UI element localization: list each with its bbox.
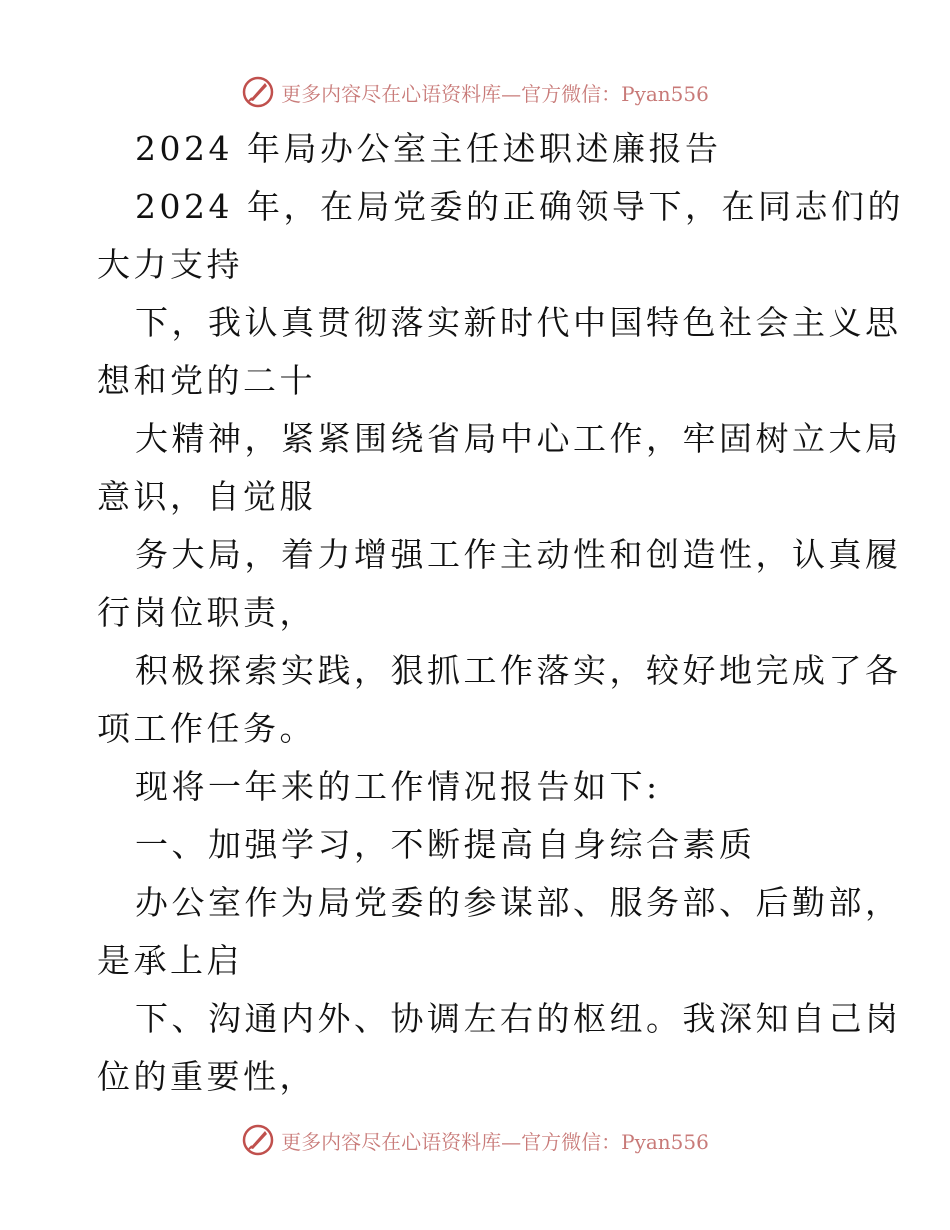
feather-pen-logo-icon: [241, 1123, 275, 1157]
paragraph-line: 位的重要性，: [97, 1057, 316, 1096]
paragraph-line: 办公室作为局党委的参谋部、服务部、后勤部，: [135, 883, 902, 922]
paragraph-line: 想和党的二十: [97, 361, 316, 400]
paragraph-line: 现将一年来的工作情况报告如下:: [135, 767, 661, 806]
header-watermark-banner: [0, 72, 950, 112]
paragraph-line: 下，我认真贯彻落实新时代中国特色社会主义思: [135, 303, 902, 342]
paragraph-line: 大精神，紧紧围绕省局中心工作，牢固树立大局: [135, 419, 902, 458]
paragraph-line: 务大局，着力增强工作主动性和创造性，认真履: [135, 535, 902, 574]
paragraph-line: 行岗位职责，: [97, 593, 316, 632]
section-heading: 一、加强学习，不断提高自身综合素质: [135, 825, 756, 864]
paragraph-line: 意识，自觉服: [97, 477, 316, 516]
paragraph-line: 2024 年，在局党委的正确领导下，在同志们的: [135, 187, 904, 226]
header-watermark-text: 更多内容尽在心语资料库—官方微信：Pyan556: [281, 81, 709, 106]
paragraph-line: 积极探索实践，狠抓工作落实，较好地完成了各: [135, 651, 902, 690]
paragraph-line: 大力支持: [97, 245, 243, 284]
footer-watermark-banner: [0, 1120, 950, 1160]
paragraph-line: 是承上启: [97, 941, 243, 980]
document-body: [97, 120, 904, 1106]
paragraph-line: 项工作任务。: [97, 709, 316, 748]
document-title: 2024 年局办公室主任述职述廉报告: [135, 129, 722, 168]
footer-watermark-text: 更多内容尽在心语资料库—官方微信：Pyan556: [281, 1129, 709, 1154]
paragraph-line: 下、沟通内外、协调左右的枢纽。我深知自己岗: [135, 999, 902, 1038]
feather-pen-logo-icon: [241, 75, 275, 109]
